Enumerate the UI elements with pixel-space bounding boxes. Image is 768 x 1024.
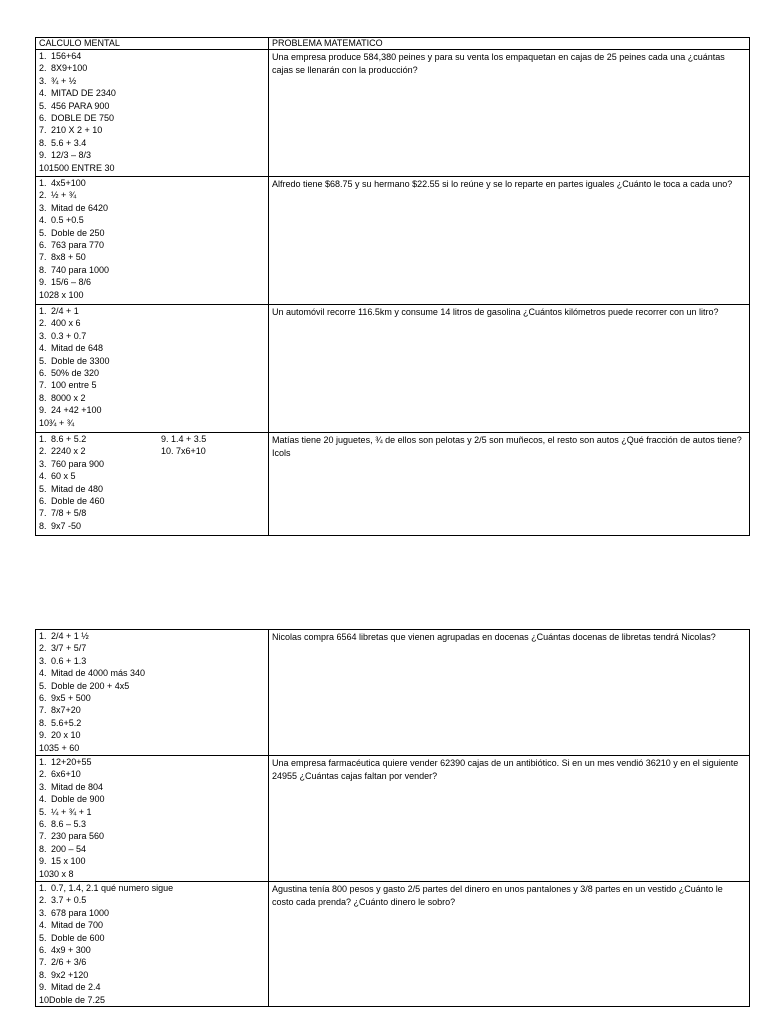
list-item: 10.1500 ENTRE 30 <box>39 162 115 173</box>
problem-text: Matías tiene 20 juguetes, ¾ de ellos son pelotas y 2/5 son muñecos, el resto son autos ¿Qué fracción de autos tiene? Icols <box>272 435 742 458</box>
table-row <box>36 177 750 305</box>
list-item: 10. 7x6+10 <box>161 446 206 457</box>
calculo-list-left <box>39 433 161 532</box>
list-item: 4. 0.5 +0.5 <box>39 215 84 226</box>
table-row <box>36 630 750 756</box>
list-item: 6. 50% de 320 <box>39 368 100 379</box>
list-item: 7. 210 X 2 + 10 <box>39 125 103 136</box>
list-item: 5. Doble de 600 <box>39 932 105 943</box>
table-row <box>36 433 750 536</box>
list-item: 10.Doble de 7.25 <box>39 994 106 1005</box>
list-item: 5. Doble de 250 <box>39 227 105 238</box>
list-item: 1. 2/4 + 1 ½ <box>39 631 89 641</box>
calculo-list-cell <box>36 177 269 305</box>
list-item: 10.30 x 8 <box>39 868 74 879</box>
list-item: 8. 740 para 1000 <box>39 264 110 275</box>
worksheet-table-2 <box>35 629 750 1007</box>
list-item: 2. 400 x 6 <box>39 318 81 329</box>
list-item: 6. DOBLE DE 750 <box>39 113 115 124</box>
list-item: 9. Mitad de 2.4 <box>39 982 101 993</box>
list-item: 2. 8X9+100 <box>39 63 88 74</box>
table-row <box>36 50 750 177</box>
list-item: 5. Doble de 3300 <box>39 355 110 366</box>
list-item: 1. 8.6 + 5.2 <box>39 434 87 444</box>
list-item: 7. 8x7+20 <box>39 705 81 716</box>
calculo-list <box>39 50 265 174</box>
problem-cell <box>269 305 750 433</box>
header-calculo-mental: CALCULO MENTAL <box>36 38 269 50</box>
list-item: 2. 2240 x 2 <box>39 446 86 457</box>
list-item: 5. ¼ + ¾ + 1 <box>39 806 92 817</box>
list-item: 9. 12/3 – 8/3 <box>39 150 92 161</box>
problem-text: Un automóvil recorre 116.5km y consume 14 litros de gasolina ¿Cuántos kilómetros puede recorrer con un litro? <box>272 307 719 317</box>
list-item: 6. 763 para 770 <box>39 240 105 251</box>
list-item: 3. 0.3 + 0.7 <box>39 330 87 341</box>
list-item: 2. ½ + ¾ <box>39 190 77 201</box>
list-item: 3. 760 para 900 <box>39 458 105 469</box>
list-item: 2. 3/7 + 5/7 <box>39 643 87 654</box>
list-item: 5. Doble de 200 + 4x5 <box>39 680 130 691</box>
list-item: 4. 60 x 5 <box>39 471 76 482</box>
problem-cell <box>269 50 750 177</box>
problem-text: Una empresa farmacéutica quiere vender 62390 cajas de un antibiótico. Si en un mes vendió 36210 y en el siguiente 24955 ¿Cuántas cajas faltan por vender? <box>272 758 739 781</box>
table-row <box>36 756 750 882</box>
list-item: 8. 200 – 54 <box>39 843 87 854</box>
list-item: 9. 15/6 – 8/6 <box>39 277 92 288</box>
problem-text: Alfredo tiene $68.75 y su hermano $22.55 si lo reúne y se lo reparte en partes iguales ¿Cuánto le toca a cada uno? <box>272 179 733 189</box>
table-row <box>36 882 750 1007</box>
calculo-list-cell <box>36 756 269 882</box>
list-item: 7. 100 entre 5 <box>39 380 97 391</box>
list-item: 1. 2/4 + 1 <box>39 306 79 316</box>
list-item: 1. 12+20+55 <box>39 757 92 767</box>
problem-text: Una empresa produce 584,380 peines y para su venta los empaquetan en cajas de 25 peines cada una ¿cuántas cajas se llenarán con la producción? <box>272 52 725 75</box>
list-item: 3. 678 para 1000 <box>39 907 110 918</box>
calculo-list-cell <box>36 882 269 1007</box>
list-item: 9. 1.4 + 3.5 <box>161 434 207 444</box>
header-problema-matematico: PROBLEMA MATEMATICO <box>269 38 750 50</box>
problem-cell <box>269 756 750 882</box>
list-item: 9. 20 x 10 <box>39 730 81 741</box>
list-item: 2. 3.7 + 0.5 <box>39 895 87 906</box>
calculo-list <box>39 630 265 754</box>
list-item: 1. 156+64 <box>39 51 82 61</box>
problem-text: Nicolas compra 6564 libretas que vienen agrupadas en docenas ¿Cuántas docenas de libretas tendrá Nicolas? <box>272 632 716 642</box>
list-item: 4. Mitad de 648 <box>39 343 104 354</box>
list-item: 10.35 + 60 <box>39 742 80 753</box>
calculo-list-cell <box>36 50 269 177</box>
list-item: 1. 4x5+100 <box>39 178 86 188</box>
calculo-list-cell <box>36 305 269 433</box>
list-item: 8. 9x2 +120 <box>39 969 89 980</box>
calculo-list <box>39 305 265 429</box>
list-item: 7. 230 para 560 <box>39 831 105 842</box>
list-item: 9. 24 +42 +100 <box>39 405 102 416</box>
list-item: 7. 8x8 + 50 <box>39 252 86 263</box>
list-item: 6. Doble de 460 <box>39 496 105 507</box>
list-item: 7. 7/8 + 5/8 <box>39 508 87 519</box>
problem-cell <box>269 177 750 305</box>
list-item: 7. 2/6 + 3/6 <box>39 957 87 968</box>
list-item: 6. 8.6 – 5.3 <box>39 819 87 830</box>
list-item: 4. Doble de 900 <box>39 794 105 805</box>
list-item: 2. 6x6+10 <box>39 769 81 780</box>
calculo-two-column-list <box>39 433 265 532</box>
list-item: 10.28 x 100 <box>39 289 84 300</box>
calculo-list-cell <box>36 630 269 756</box>
list-item: 3. Mitad de 804 <box>39 781 104 792</box>
problem-cell <box>269 433 750 536</box>
list-item: 3. 0.6 + 1.3 <box>39 655 87 666</box>
calculo-list <box>39 177 265 301</box>
list-item: 6. 9x5 + 500 <box>39 693 91 704</box>
list-item: 3. Mitad de 6420 <box>39 202 109 213</box>
list-item: 8. 8000 x 2 <box>39 392 86 403</box>
problem-text: Agustina tenía 800 pesos y gasto 2/5 partes del dinero en unos pantalones y 3/8 partes en un vestido ¿Cuánto le costo cada prenda? ¿Cuánto dinero le sobro? <box>272 884 723 907</box>
problem-cell <box>269 630 750 756</box>
problem-cell <box>269 882 750 1007</box>
list-item: 8. 5.6+5.2 <box>39 717 82 728</box>
list-item: 6. 4x9 + 300 <box>39 945 91 956</box>
table-row <box>36 305 750 433</box>
list-item: 3. ¾ + ½ <box>39 75 77 86</box>
list-item: 9. 15 x 100 <box>39 856 86 867</box>
calculo-list-cell <box>36 433 269 536</box>
list-item: 4. MITAD DE 2340 <box>39 88 116 99</box>
header-row <box>36 38 750 50</box>
list-item: 5. Mitad de 480 <box>39 483 104 494</box>
calculo-list-right <box>161 433 206 532</box>
list-item: 4. Mitad de 700 <box>39 920 104 931</box>
list-item: 5. 456 PARA 900 <box>39 100 110 111</box>
list-item: 10.¾ + ¾ <box>39 417 75 428</box>
calculo-list <box>39 756 265 880</box>
calculo-list <box>39 882 265 1006</box>
worksheet-table-1 <box>35 37 750 536</box>
list-item: 4. Mitad de 4000 más 340 <box>39 668 146 679</box>
list-item: 1. 0.7, 1.4, 2.1 qué numero sigue <box>39 883 174 893</box>
list-item: 8. 9x7 -50 <box>39 520 82 531</box>
list-item: 8. 5.6 + 3.4 <box>39 137 87 148</box>
